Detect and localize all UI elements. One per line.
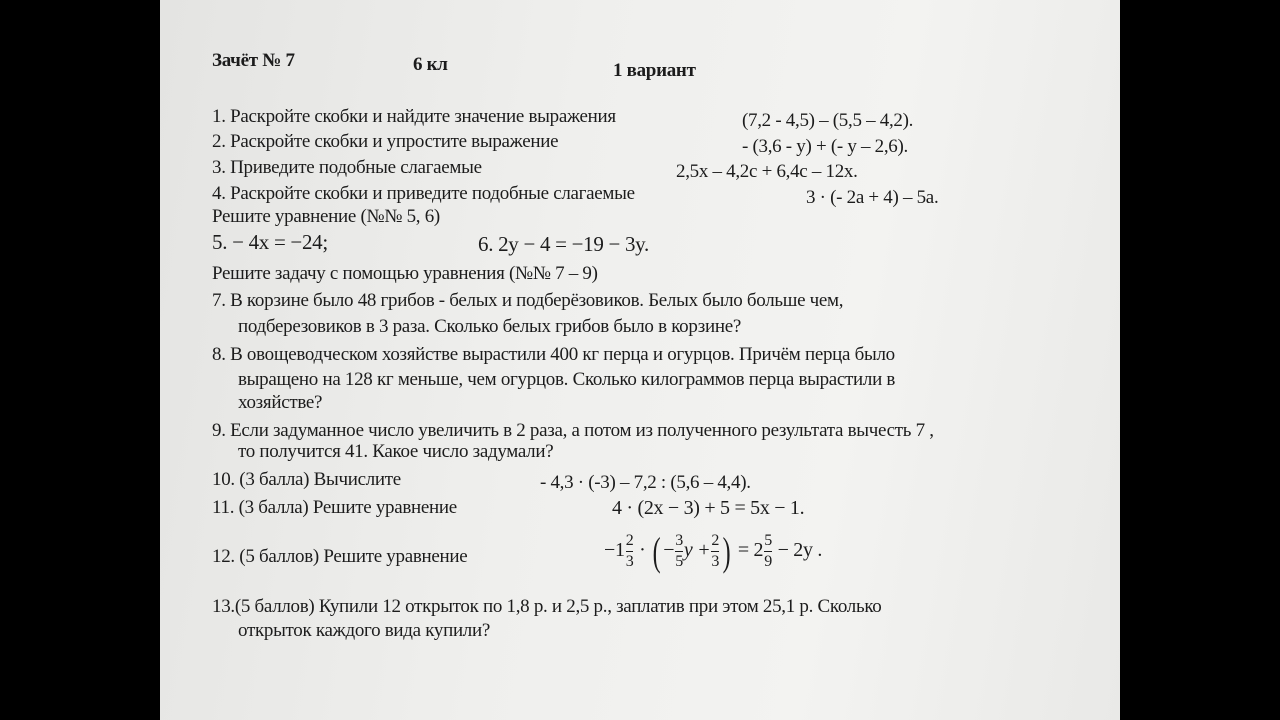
task-3-expr: 2,5x – 4,2c + 6,4c – 12x. (676, 161, 858, 182)
task-8-line1: 8. В овощеводческом хозяйстве вырастили 400 кг перца и огурцов. Причём перца было (212, 344, 895, 365)
task-9-line1: 9. Если задуманное число увеличить в 2 раза, а потом из полученного результата вычесть 7 , (212, 420, 934, 441)
task-8-line3: хозяйстве? (238, 392, 323, 413)
fraction: $\frac{5}{9}$ (764, 532, 772, 570)
fraction: $\frac{3}{5}$ (675, 532, 683, 570)
fraction: $\frac{2}{3}$ (625, 532, 634, 570)
task-2: 2. Раскройте скобки и упростите выражение (212, 131, 559, 152)
task-7-line2: подберезовиков в 3 раза. Сколько белых грибов было в корзине? (238, 316, 742, 337)
task-9-line2: то получится 41. Какое число задумали? (238, 441, 554, 462)
task-11-expr: 4 · (2x − 3) + 5 = 5x − 1. (612, 497, 805, 519)
task-7-line1: 7. В корзине было 48 грибов - белых и подберёзовиков. Белых было больше чем, (212, 290, 844, 311)
task-2-expr: - (3,6 - y) + (- y – 2,6). (742, 136, 908, 157)
task-8-line2: выращено на 128 кг меньше, чем огурцов. Сколько килограммов перца вырастили в (238, 369, 896, 390)
expr-part: · (639, 539, 646, 562)
test-title: Зачёт № 7 (212, 50, 295, 71)
expr-part: − (663, 539, 675, 562)
expr-part: − 2y . (777, 539, 823, 562)
task-12-expr (604, 528, 822, 575)
task-11: 11. (3 балла) Решите уравнение (212, 497, 457, 518)
section-word-problems: Решите задачу с помощью уравнения (№№ 7 – 9) (212, 263, 598, 284)
section-equations: Решите уравнение (№№ 5, 6) (212, 206, 440, 227)
expr-part: ( (652, 529, 661, 574)
expr-part: y + (683, 539, 711, 562)
variant: 1 вариант (613, 60, 696, 81)
task-13-line2: открыток каждого вида купили? (238, 620, 490, 641)
task-12: 12. (5 баллов) Решите уравнение (212, 546, 468, 567)
document-page (160, 0, 1120, 720)
task-5: 5. − 4x = −24; (212, 230, 328, 254)
task-6: 6. 2y − 4 = −19 − 3y. (478, 232, 649, 256)
fraction: $\frac{2}{3}$ (711, 532, 720, 570)
expr-part: = 2 (737, 539, 764, 562)
task-10-expr: - 4,3 · (-3) – 7,2 : (5,6 – 4,4). (540, 472, 751, 493)
task-1-expr: (7,2 - 4,5) – (5,5 – 4,2). (742, 110, 914, 131)
grade: 6 кл (413, 54, 448, 75)
task-10: 10. (3 балла) Вычислите (212, 469, 401, 490)
task-4-expr: 3 · (- 2a + 4) – 5a. (806, 187, 939, 208)
expr-part: ) (722, 529, 731, 574)
task-13-line1: 13.(5 баллов) Купили 12 открыток по 1,8 р. и 2,5 р., заплатив при этом 25,1 р. Сколько (212, 596, 882, 617)
task-1: 1. Раскройте скобки и найдите значение выражения (212, 106, 616, 127)
task-3: 3. Приведите подобные слагаемые (212, 157, 482, 178)
expr-part: −1 (604, 539, 625, 562)
task-4: 4. Раскройте скобки и приведите подобные слагаемые (212, 183, 635, 204)
